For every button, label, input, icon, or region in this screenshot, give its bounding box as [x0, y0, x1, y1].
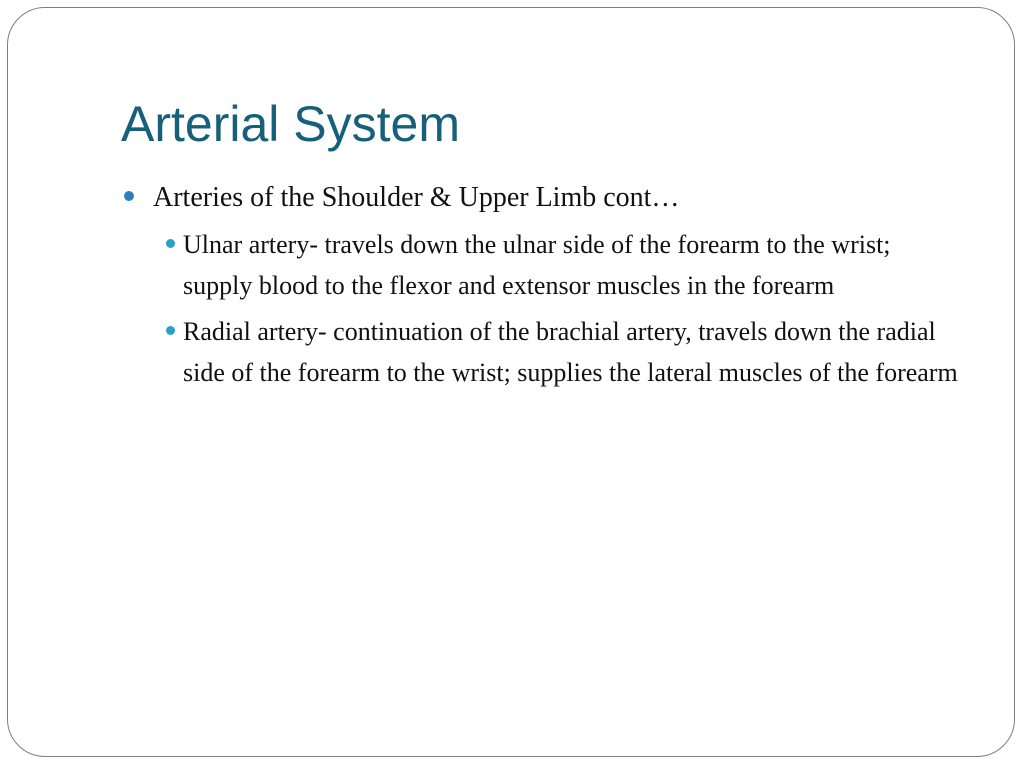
bullet-dot-icon [124, 191, 134, 201]
bullet-level2-text: Radial artery- continuation of the brachial artery, travels down the radial side of the forearm to the wrist; supplies the lateral muscles of the forearm [183, 317, 958, 387]
bullet-level2-item-ulnar [183, 224, 961, 306]
slide-body [121, 178, 961, 398]
bullet-level2-item-radial [183, 311, 961, 393]
slide-frame [7, 7, 1015, 757]
bullet-level1-item [121, 178, 961, 218]
bullet-dot-icon [166, 326, 175, 335]
bullet-dot-icon [166, 239, 175, 248]
slide-title: Arterial System [121, 96, 460, 152]
bullet-level1-text: Arteries of the Shoulder & Upper Limb cont… [153, 182, 680, 213]
bullet-level2-text: Ulnar artery- travels down the ulnar side of the forearm to the wrist; supply blood to the flexor and extensor muscles in the forearm [183, 230, 891, 300]
